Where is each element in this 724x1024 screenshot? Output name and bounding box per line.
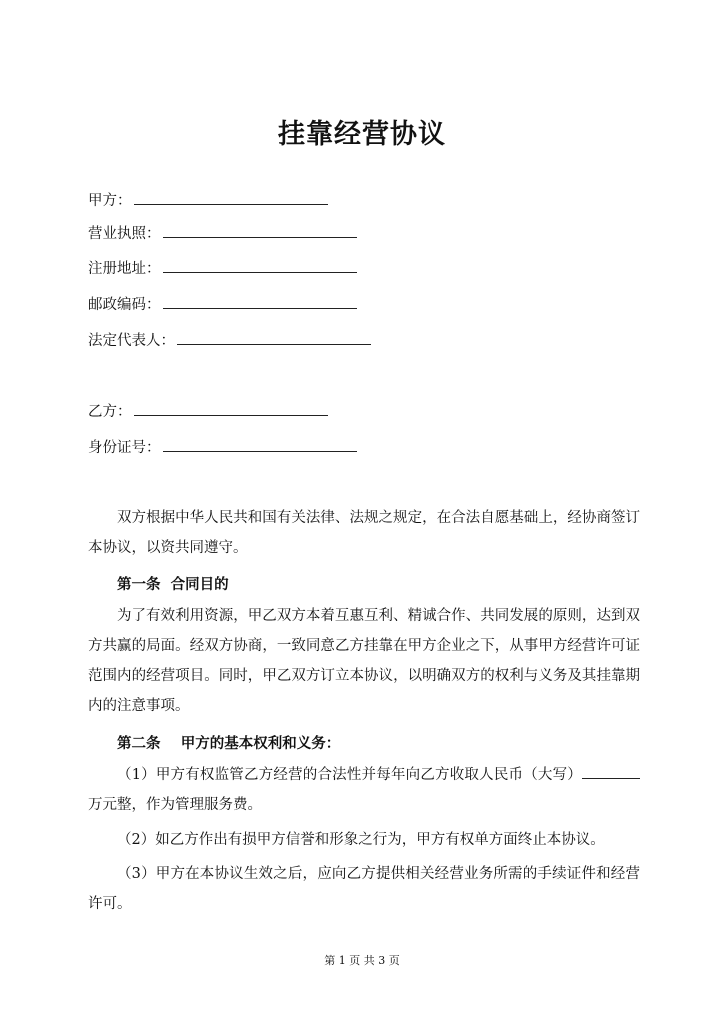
party-a-rep-label: 法定代表人： (88, 333, 175, 349)
fee-amount-blank (582, 764, 640, 779)
party-a-postcode-label: 邮政编码： (88, 297, 161, 313)
party-a-postcode-field (88, 293, 357, 315)
party-a-license-field (88, 222, 357, 244)
party-a-postcode-blank (163, 293, 357, 309)
page-footer: 第 1 页 共 3 页 (324, 954, 400, 967)
party-a-address-label: 注册地址： (88, 261, 161, 277)
intro-paragraph: 双方根据中华人民共和国有关法律、法规之规定，在合法自愿基础上，经协商签订本协议，以资共同遵守。 (88, 510, 640, 556)
party-b-name-blank (134, 400, 328, 416)
party-a-license-blank (163, 222, 357, 238)
article2-item2: （2）如乙方作出有损甲方信誉和形象之行为，甲方有权单方面终止本协议。 (117, 832, 605, 848)
party-a-rep-field (88, 329, 371, 351)
article2-item1 (88, 760, 640, 820)
party-a-address-blank (163, 257, 357, 273)
article2-item3: （3）甲方在本协议生效之后，应向乙方提供相关经营业务所需的手续证件和经营许可。 (88, 866, 640, 912)
party-a-address-field (88, 257, 357, 279)
article2-item1-text-before: （1）甲方有权监管乙方经营的合法性并每年向乙方收取人民币（大写） (117, 767, 582, 783)
party-a-license-label: 营业执照： (88, 226, 161, 242)
article2-heading: 第二条 甲方的基本权利和义务： (117, 735, 341, 752)
article1-body: 为了有效利用资源，甲乙双方本着互惠互利、精诚合作、共同发展的原则，达到双方共赢的局面。经双方协商，一致同意乙方挂靠在甲方企业之下，从事甲方经营许可证范围内的经营项目。同时，甲乙双方订立本协议，以明确双方的权利与义务及其挂靠期内的注意事项。 (88, 608, 640, 714)
party-a-name-blank (134, 189, 328, 205)
party-b-id-label: 身份证号： (88, 440, 161, 456)
party-b-name-field (88, 400, 328, 422)
party-b-id-blank (163, 436, 357, 452)
party-a-name-field (88, 189, 328, 211)
article1-heading: 第一条 合同目的 (117, 576, 229, 593)
document-title: 挂靠经营协议 (278, 119, 446, 150)
article2-item1-text-after: 万元整，作为管理服务费。 (88, 797, 262, 813)
party-a-rep-blank (177, 329, 371, 345)
party-b-id-field (88, 436, 357, 458)
party-a-name-label: 甲方： (88, 193, 132, 209)
party-b-name-label: 乙方： (88, 404, 132, 420)
